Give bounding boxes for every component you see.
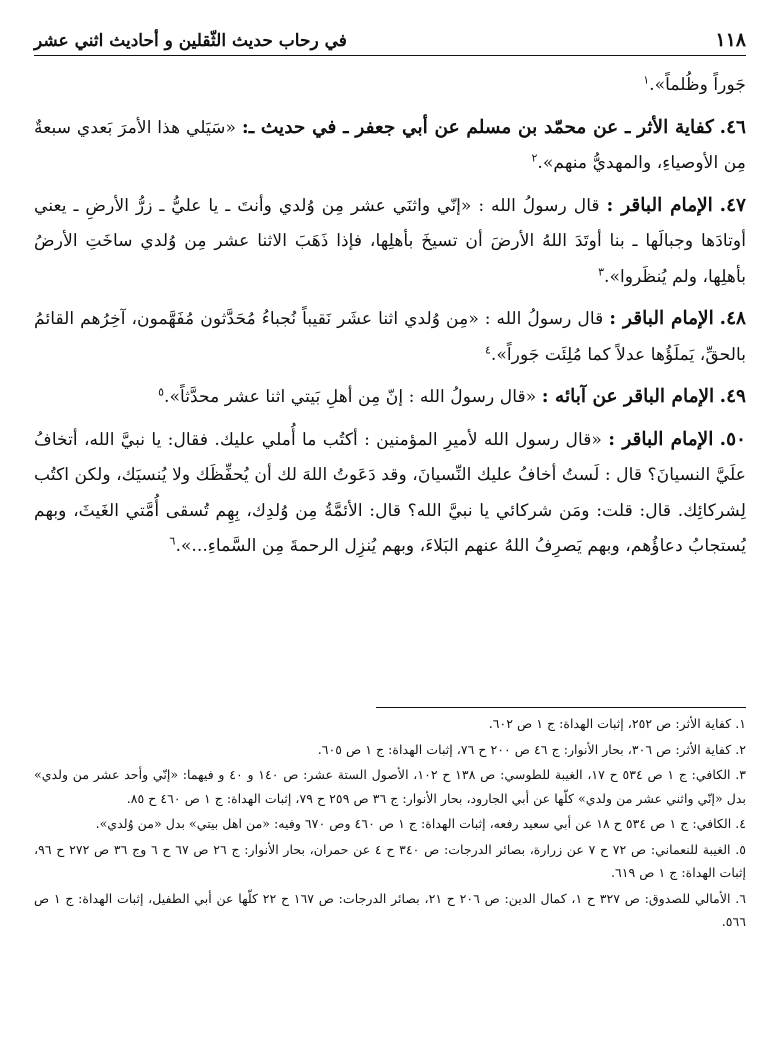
hadith-number: ٤٨.: [719, 308, 746, 329]
footnote: ٢. كفاية الأثر: ص ٣٠٦، بحار الأنوار: ج ٤٦ ص ٢٠٠ ح ٧٦، إثبات الهداة: ج ١ ص ٦٠٥.: [317, 741, 746, 757]
hadith-source: الإمام الباقر :: [606, 194, 713, 216]
page-header: [34, 22, 746, 56]
hadith-source: كفاية الأثر ـ عن محمّد بن مسلم عن أبي جعفر ـ في حديث ـ:: [241, 116, 714, 138]
hadith-source: الإمام الباقر :: [609, 308, 714, 329]
footnote-ref: ٣: [598, 264, 604, 278]
footnote-ref: ٦: [169, 534, 176, 548]
main-text: [34, 68, 746, 571]
hadith-number: ٤٧.: [719, 194, 746, 216]
footnote-ref: ٥: [158, 385, 164, 399]
continuation-text: جَوراً وظُلماً».: [649, 75, 746, 95]
footnote: ٥. الغيبة للنعماني: ص ٧٢ ح ٧ عن زرارة، بصائر الدرجات: ص ٣٤٠ ح ٤ عن حمران، بحار الأنوار: ج ٢٦ ص ٦٧ ح ٦ وج ٣٦ ص ٢٧٢ ح ٩٦، إثبات الهداة: ج ١ ص ٦١٩.: [34, 841, 746, 880]
hadith-number: ٤٩.: [719, 386, 746, 407]
hadith-number: ٤٦.: [719, 116, 746, 138]
hadith-source: الإمام الباقر عن آبائه :: [541, 386, 715, 407]
hadith-text: «قال رسول الله لأميرِ المؤمنين : أكتُب ما أُملي عليك. فقال: يا نبيَّ الله، أتخافُ علَيَّ النسيانَ؟ قال : لَستُ أخافُ عليك النِّسيانَ، وقد دَعَوتُ اللهَ لك أن يُحفِّظَك ولا يُنسيَك، ولكن اكتُب لِشركائِك. قال: قلت: ومَن شركائي يا نبيَّ الله؟ قال: الأئمَّةُ مِن وُلدِك، بِهِم تُسقى أُمَّتي الغَيثَ، وبهم يُستجابُ دعاؤُهم، وبهم يَصرِفُ اللهُ عنهم البَلاءَ، وبهم يُنزِل الرحمةَ مِن السَّماءِ...».: [34, 429, 746, 556]
hadith-number: ٥٠.: [719, 428, 746, 450]
footnote: ٦. الأمالي للصدوق: ص ٣٢٧ ح ١، كمال الدين: ص ٢٠٦ ح ٢١، بصائر الدرجات: ص ١٦٧ ح ٢٢ كلّها عن أبي الطفيل، إثبات الهداة: ج ١ ص ٥٦٦.: [34, 890, 746, 929]
hadith-entry: [34, 110, 746, 182]
running-title: في رحاب حديث الثّقلين و أحاديث اثني عشر: [34, 31, 347, 51]
footnote-ref: ١: [643, 73, 650, 87]
hadith-entry: [34, 422, 746, 565]
footnote: ٤. الكافي: ج ١ ص ٥٣٤ ح ١٨ عن أبي سعيد رفعه، إثبات الهداة: ج ١ ص ٤٦٠ وص ٦٧٠ وفيه: «من اهل بيتي» بدل «من وُلدي».: [95, 816, 746, 831]
footnote: ٣. الكافي: ج ١ ص ٥٣٤ ح ١٧، الغيبة للطوسي: ص ١٣٨ ح ١٠٢، الأصول الستة عشر: ص ١٤٠ و ٤٠ و فيهما: «إنّي وأحد عشر من ولدي» بدل «إنّي واثني عشر من ولدي» كلّها عن أبي الجارود، بحار الأنوار: ج ٣٦ ص ٢٥٩ ح ٧٩، إثبات الهداة: ج ١ ص ٤٦٠ ح ٨٥.: [34, 767, 746, 806]
hadith-text: «قال رسولُ الله : إنّ مِن أهلِ بَيتي اثنا عشر محدَّثاً».: [164, 387, 537, 407]
hadith-entry: [34, 379, 746, 416]
footnote-ref: ٤: [484, 342, 491, 356]
continuation-paragraph: [34, 68, 746, 104]
footnote-divider: [376, 707, 746, 708]
hadith-text: «سَيَلي هذا الأمرَ بَعدي سبعةٌ مِن الأوصياءِ، والمهديُّ منهم».: [34, 117, 746, 173]
hadith-entry: [34, 188, 746, 296]
hadith-source: الإمام الباقر :: [608, 428, 714, 450]
page-number: ١١٨: [715, 29, 746, 51]
footnotes: [34, 712, 746, 936]
footnote-ref: ٢: [531, 151, 538, 165]
footnote: ١. كفاية الأثر: ص ٢٥٢، إثبات الهداة: ج ١ ص ٦٠٢.: [488, 716, 746, 731]
hadith-text: قال رسولُ الله : «مِن وُلدي اثنا عشَر نَقيباً نُجباءُ مُحَدَّثون مُفَهَّمون، آخِرُهم القائمُ بالحقِّ، يَملَؤُها عدلاً كما مُلِئَت جَوراً».: [34, 309, 746, 365]
hadith-text: قال رسولُ الله : «إنّي واثنَي عشر مِن وُلدي وأنتَ ـ يا عليُّ ـ زرُّ الأرضِ ـ يعني أوتادَها وجبالَها ـ بنا أوتَدَ اللهُ الأرضَ أن تسيخَ بأهلِها، فإذا ذَهَبَ الاثنا عشر مِن وُلدي ساخَتِ الأرضُ بأهلِها، ولم يُنظَروا».: [34, 195, 746, 287]
hadith-entry: [34, 301, 746, 373]
